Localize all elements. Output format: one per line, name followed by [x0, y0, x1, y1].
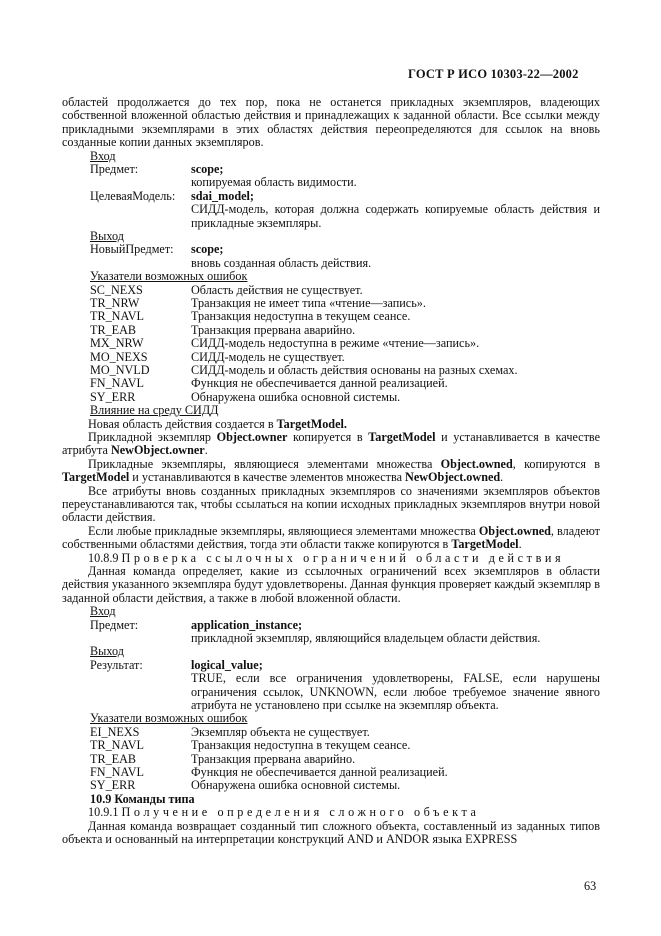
new-subject-label: НовыйПредмет:: [90, 242, 174, 257]
check-subject-desc: прикладной экземпляр, являющийся владельцем области действия.: [191, 631, 541, 646]
section-10-8-9-heading: 10.8.9 Проверка ссылочных ограничений области действия: [88, 550, 565, 565]
effect-paragraph-5: Если любые прикладные экземпляры, являющиеся элементами множества Object.owned, владеют собственными областями действия, тогда эти области также копируются в TargetModel.: [62, 523, 600, 552]
error-row: [62, 351, 600, 364]
error-code: MO_NVLD: [90, 362, 150, 377]
document-header: ГОСТ Р ИСО 10303-22—2002: [408, 67, 579, 81]
effect-paragraph-1: Новая область действия создается в TargetModel.: [88, 416, 347, 431]
error-code: TR_NRW: [90, 296, 140, 311]
error-row: [62, 324, 600, 337]
error-row: [62, 284, 600, 297]
error-row: [62, 779, 600, 792]
section-10-9-1-heading: 10.9.1 Получение определения сложного объекта: [88, 805, 480, 820]
target-name: sdai_model;: [191, 188, 254, 203]
error-text: Транзакция прервана аварийно.: [191, 322, 356, 337]
error-code: SY_ERR: [90, 389, 136, 404]
check-subject-label: Предмет:: [90, 617, 139, 632]
error-code: MO_NEXS: [90, 349, 148, 364]
error-text: СИДД-модель не существует.: [191, 349, 345, 364]
error-row: [62, 297, 600, 310]
errors-title: Указатели возможных ошибок: [90, 269, 248, 284]
new-subject-name: scope;: [191, 242, 224, 257]
error-text: СИДД-модель недоступна в режиме «чтение—запись».: [191, 336, 480, 351]
check-errors-title: Указатели возможных ошибок: [90, 711, 248, 726]
error-text: Обнаружена ошибка основной системы.: [191, 778, 401, 793]
subject-label: Предмет:: [90, 162, 139, 177]
section-10-9-heading: 10.9 Команды типа: [90, 791, 195, 806]
error-code: SC_NEXS: [90, 282, 143, 297]
check-output-title: Выход: [90, 644, 124, 659]
error-row: [62, 364, 600, 377]
effect-title: Влияние на среду СИДД: [90, 403, 219, 418]
error-text: Функция не обеспечивается данной реализацией.: [191, 765, 448, 780]
error-row: [62, 766, 600, 779]
section-10-9-1-desc: Данная команда возвращает созданный тип сложного объекта, составленный из заданных типов объекта и основанный на интерпретации конструкций AND и ANDOR языка EXPRESS: [62, 818, 600, 847]
error-code: EI_NEXS: [90, 724, 140, 739]
error-text: СИДД-модель и область действия основаны на разных схемах.: [191, 362, 518, 377]
input-title: Вход: [90, 148, 116, 163]
error-row: [62, 739, 600, 752]
error-code: TR_NAVL: [90, 309, 144, 324]
error-code: FN_NAVL: [90, 376, 144, 391]
error-code: MX_NRW: [90, 336, 144, 351]
error-row: [62, 726, 600, 739]
error-row: [62, 391, 600, 404]
error-text: Обнаружена ошибка основной системы.: [191, 389, 401, 404]
effect-paragraph-2: Прикладной экземпляр Object.owner копируется в TargetModel и устанавливается в качестве атрибута NewObject.owner.: [62, 429, 601, 458]
error-text: Транзакция не имеет типа «чтение—запись».: [191, 296, 426, 311]
subject-desc: копируемая область видимости.: [191, 175, 357, 190]
error-code: TR_EAB: [90, 322, 137, 337]
error-code: FN_NAVL: [90, 765, 144, 780]
error-row: [62, 337, 600, 350]
result-label: Результат:: [90, 657, 143, 672]
section-10-8-9-desc: Данная команда определяет, какие из ссылочных ограничений всех экземпляров в области действия указанного экземпляра будут удовлетворены. Данная функция проверяет каждый экземпляр в заданной области действия, а также в любой вложенной области.: [62, 564, 600, 605]
error-code: TR_EAB: [90, 751, 137, 766]
error-code: SY_ERR: [90, 778, 136, 793]
result-desc: TRUE, если все ограничения удовлетворены, FALSE, если нарушены ограничения ссылок, UNKNOWN, если любое требуемое значение явного атрибута не установлено при ссылке на экземпляр объекта.: [191, 671, 600, 713]
effect-paragraph-3: Прикладные экземпляры, являющиеся элементами множества Object.owned, копируются в TargetModel и устанавливаются в качестве элементов множества NewObject.owned.: [62, 456, 601, 485]
error-row: [62, 753, 600, 766]
target-label: ЦелеваяМодель:: [90, 188, 176, 203]
check-input-title: Вход: [90, 604, 116, 619]
check-error-list: [62, 726, 600, 793]
error-text: Транзакция недоступна в текущем сеансе.: [191, 309, 411, 324]
error-text: Экземпляр объекта не существует.: [191, 724, 370, 739]
error-list: [62, 284, 600, 405]
page-number: 63: [584, 879, 597, 893]
effect-paragraph-4: Все атрибуты вновь созданных прикладных экземпляров со значениями экземпляров объектов переустанавливаются так, чтобы ссылаться на копии исходных прикладных экземпляров внутри новой области действия.: [62, 483, 600, 525]
error-text: Функция не обеспечивается данной реализацией.: [191, 376, 448, 391]
intro-paragraph: областей продолжается до тех пор, пока не останется прикладных экземпляров, владеющих собственной вложенной областью действия и принадлежащих к заданной области. Все ссылки между прикладными экземплярами в этих областях действия переопределяются для ссылок на вновь созданные копии данных экземпляров.: [62, 95, 600, 150]
subject-name: scope;: [191, 162, 224, 177]
error-text: Область действия не существует.: [191, 282, 363, 297]
error-text: Транзакция недоступна в текущем сеансе.: [191, 738, 411, 753]
result-name: logical_value;: [191, 657, 263, 672]
error-code: TR_NAVL: [90, 738, 144, 753]
new-subject-desc: вновь созданная область действия.: [191, 255, 372, 270]
check-subject-name: application_instance;: [191, 617, 303, 632]
page-body: [62, 96, 600, 846]
error-row: [62, 310, 600, 323]
target-desc: СИДД-модель, которая должна содержать копируемые область действия и прикладные экземпляры.: [191, 202, 600, 230]
error-row: [62, 377, 600, 390]
error-text: Транзакция прервана аварийно.: [191, 751, 356, 766]
output-title: Выход: [90, 229, 124, 244]
